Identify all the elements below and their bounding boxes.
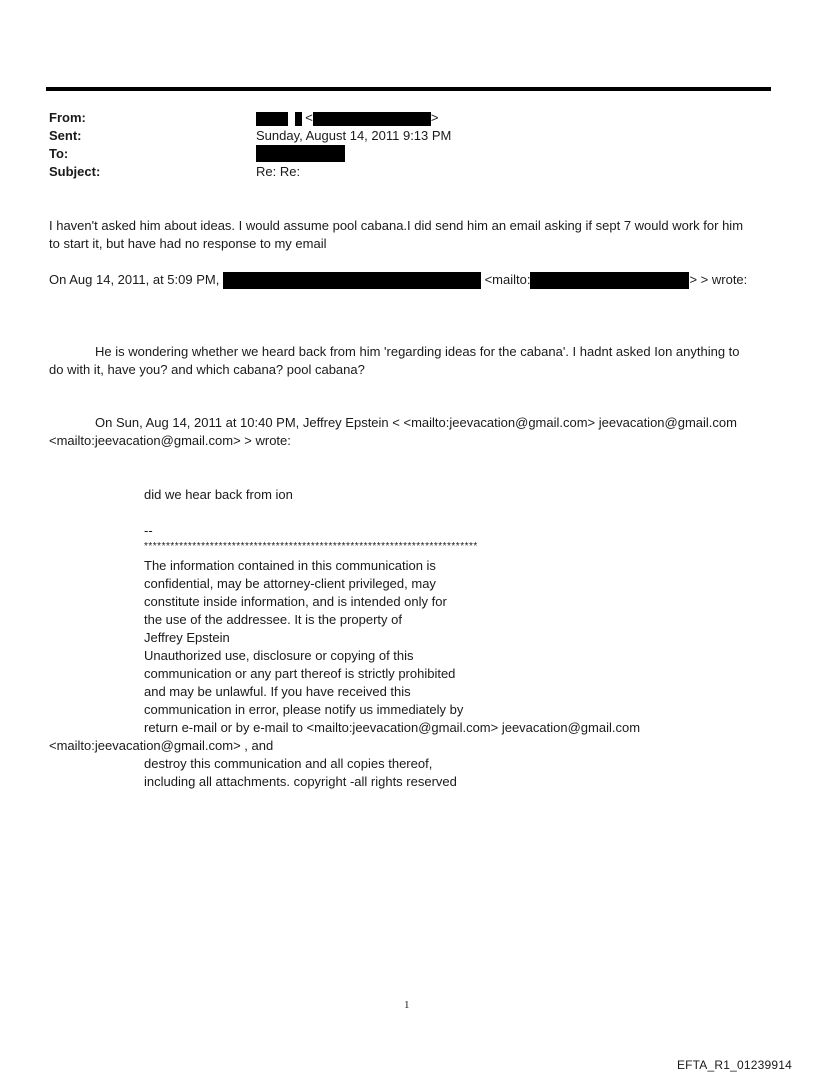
quote-attribution: On Sun, Aug 14, 2011 at 10:40 PM, Jeffrey Epstein < <mailto:jeevacation@gmail.com> jeevacation@gmail.com: [95, 415, 737, 430]
quoted-message-line: did we hear back from ion: [144, 487, 293, 502]
to-label: To:: [49, 146, 69, 161]
page-number: 1: [404, 999, 410, 1011]
redaction-block: [223, 272, 481, 289]
header-divider: [46, 87, 771, 91]
sent-label: Sent:: [49, 128, 82, 143]
disclaimer-line: communication in error, please notify us immediately by: [144, 702, 464, 717]
disclaimer-line: The information contained in this communication is: [144, 558, 436, 573]
to-value: [256, 144, 345, 162]
redaction-block: [313, 112, 431, 126]
disclaimer-line: Jeffrey Epstein: [144, 630, 230, 645]
redaction-block: [295, 112, 302, 126]
subject-label: Subject:: [49, 164, 101, 179]
disclaimer-line: destroy this communication and all copies thereof,: [144, 756, 433, 771]
quote-attribution-suffix: > > wrote:: [689, 272, 748, 287]
quoted-message-line: do with it, have you? and which cabana? pool cabana?: [49, 362, 365, 377]
redaction-block: [256, 112, 288, 126]
reply-line: I haven't asked him about ideas. I would assume pool cabana.I did send him an email asking if sept 7 would work for him: [49, 218, 744, 233]
disclaimer-line: constitute inside information, and is intended only for: [144, 594, 447, 609]
disclaimer-line: communication or any part thereof is strictly prohibited: [144, 666, 456, 681]
from-email-open: <: [305, 110, 313, 125]
disclaimer-end: [144, 755, 457, 791]
from-email-close: >: [430, 110, 439, 125]
disclaimer-line: confidential, may be attorney-client privileged, may: [144, 576, 436, 591]
signature-stars: ****************************************************************************: [144, 541, 478, 552]
signature-dash: --: [144, 523, 153, 538]
quoted-message-line: He is wondering whether we heard back from him 'regarding ideas for the cabana'. I hadnt asked Ion anything to: [95, 344, 740, 359]
redaction-block: [530, 272, 689, 289]
disclaimer-line: including all attachments. copyright -all rights reserved: [144, 774, 457, 789]
disclaimer-line: return e-mail or by e-mail to <mailto:jeevacation@gmail.com> jeevacation@gmail.com: [144, 720, 641, 735]
from-value: [256, 109, 438, 127]
quote-attribution-prefix: On Aug 14, 2011, at 5:09 PM,: [49, 272, 220, 287]
subject-value: Re: Re:: [256, 164, 301, 179]
disclaimer-line: and may be unlawful. If you have received this: [144, 684, 411, 699]
disclaimer-line: Unauthorized use, disclosure or copying of this: [144, 648, 414, 663]
reply-line: to start it, but have had no response to my email: [49, 236, 327, 251]
quote-attribution: [49, 271, 747, 289]
quote-attribution-mailto: <mailto:: [484, 272, 531, 287]
disclaimer-line: <mailto:jeevacation@gmail.com> , and: [49, 738, 274, 753]
from-label: From:: [49, 110, 86, 125]
sent-value: Sunday, August 14, 2011 9:13 PM: [256, 128, 452, 143]
disclaimer: [144, 557, 640, 737]
redaction-block: [256, 145, 345, 162]
disclaimer-line: the use of the addressee. It is the property of: [144, 612, 402, 627]
quote-attribution: <mailto:jeevacation@gmail.com> > wrote:: [49, 433, 291, 448]
document-id: EFTA_R1_01239914: [676, 1058, 792, 1072]
